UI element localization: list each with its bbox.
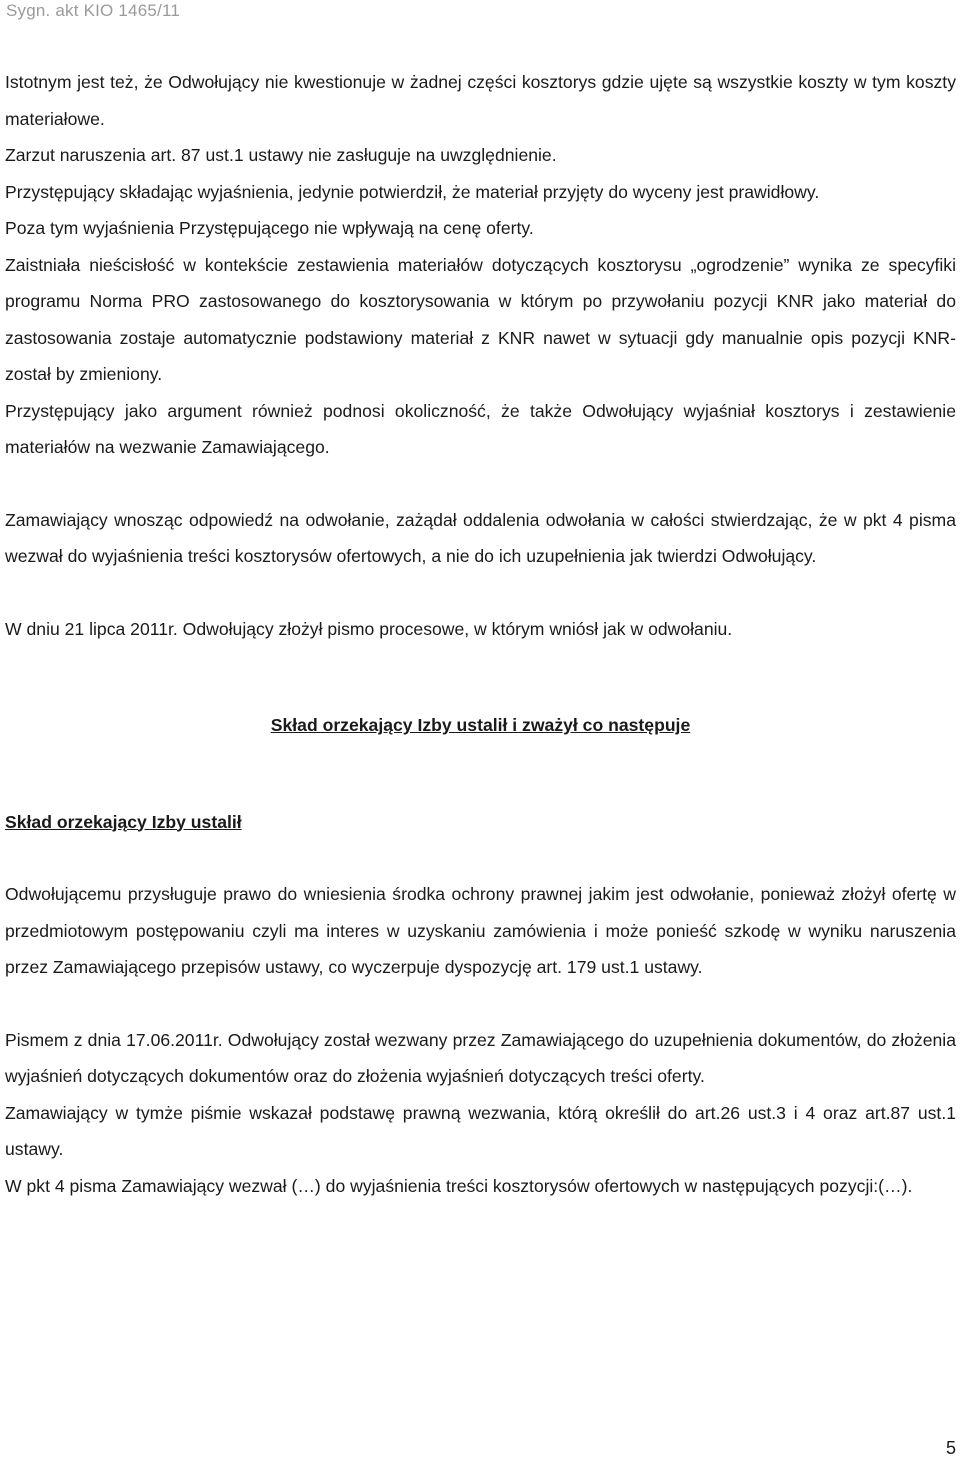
paragraph-4: Poza tym wyjaśnienia Przystępującego nie wpływają na cenę oferty. bbox=[5, 218, 534, 238]
paragraph-1: Istotnym jest też, że Odwołujący nie kwestionuje w żadnej części kosztorys gdzie ujęte są wszystkie koszty w tym koszty materiałowe. bbox=[5, 72, 956, 129]
section-heading-main: Skład orzekający Izby ustalił i zważył co następuje bbox=[270, 715, 691, 735]
paragraph-10: Pismem z dnia 17.06.2011r. Odwołujący został wezwany przez Zamawiającego do uzupełnienia dokumentów, do złożenia wyjaśnień dotyczących dokumentów oraz do złożenia wyjaśnień dotyczących treści oferty. bbox=[5, 1029, 956, 1086]
paragraph-9: Odwołującemu przysługuje prawo do wniesienia środka ochrony prawnej jakim jest odwołanie, ponieważ złożył ofertę w przedmiotowym postępowaniu czyli ma interes w uzyskaniu zamówienia i może ponieść szkodę w wyniku naruszenia przez Zamawiającego przepisów ustawy, co wyczerpuje dyspozycję art. 179 ust.1 ustawy. bbox=[5, 884, 956, 977]
paragraph-7: Zamawiający wnosząc odpowiedź na odwołanie, zażądał oddalenia odwołania w całości stwierdzając, że w pkt 4 pisma wezwał do wyjaśnienia treści kosztorysów ofertowych, a nie do ich uzupełnienia jak twierdzi Odwołujący. bbox=[5, 509, 956, 566]
paragraph-8: W dniu 21 lipca 2011r. Odwołujący złożył pismo procesowe, w którym wniósł jak w odwołaniu. bbox=[5, 618, 733, 639]
paragraph-2: Zarzut naruszenia art. 87 ust.1 ustawy nie zasługuje na uwzględnienie. bbox=[5, 145, 557, 165]
paragraph-11: Zamawiający w tymże piśmie wskazał podstawę prawną wezwania, którą określił do art.26 ust.3 i 4 oraz art.87 ust.1 ustawy. bbox=[5, 1102, 956, 1159]
paragraph-12: W pkt 4 pisma Zamawiający wezwał (…) do wyjaśnienia treści kosztorysów ofertowych w następujących pozycji:(…). bbox=[5, 1175, 913, 1196]
paragraph-3: Przystępujący składając wyjaśnienia, jedynie potwierdził, że materiał przyjęty do wyceny jest prawidłowy. bbox=[5, 181, 820, 202]
case-signature-header: Sygn. akt KIO 1465/11 bbox=[6, 1, 180, 20]
page-number: 5 bbox=[945, 1438, 956, 1458]
paragraph-5: Zaistniała nieścisłość w kontekście zestawienia materiałów dotyczących kosztorysu „ogrodzenie” wynika ze specyfiki programu Norma PRO zastosowanego do kosztorysowania w którym po przywołaniu pozycji KNR jako materiał do zastosowania zostaje automatycznie podstawiony materiał z KNR nawet w sytuacji gdy manualnie opis pozycji KNR- został by zmieniony. bbox=[5, 254, 956, 384]
paragraph-6: Przystępujący jako argument również podnosi okoliczność, że także Odwołujący wyjaśniał kosztorys i zestawienie materiałów na wezwanie Zamawiającego. bbox=[5, 400, 956, 457]
section-heading-sub: Skład orzekający Izby ustalił bbox=[5, 811, 242, 832]
document-body bbox=[5, 64, 956, 1204]
